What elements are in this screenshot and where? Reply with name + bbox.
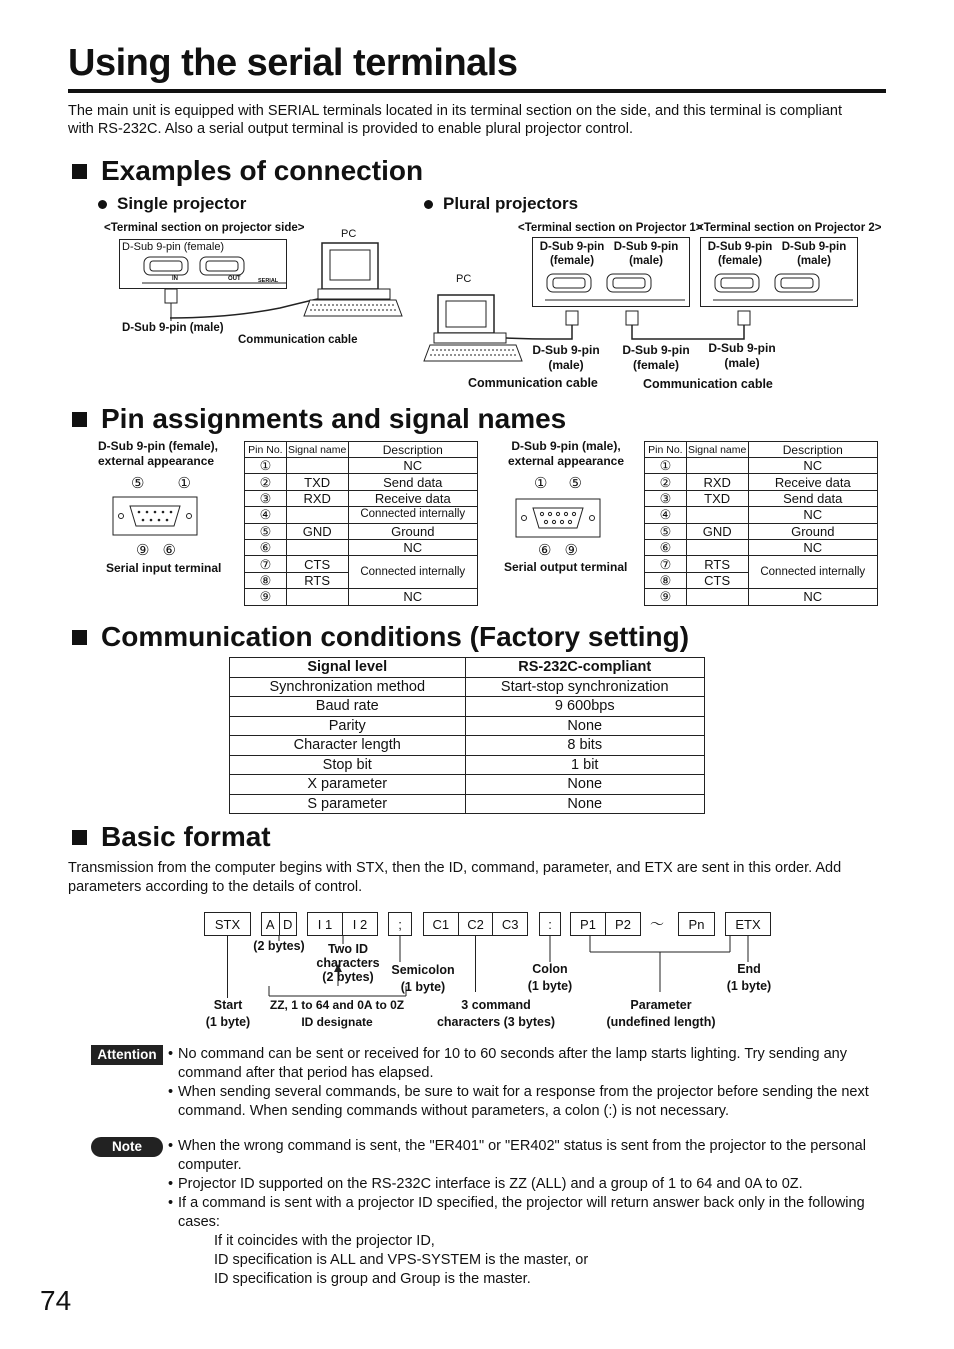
table-row: ⑦ RTS Connected internally bbox=[645, 556, 878, 572]
description-header: Description bbox=[348, 442, 477, 458]
table-row: ⑤ GND Ground bbox=[645, 523, 878, 539]
table-row: Character length 8 bits bbox=[230, 736, 705, 756]
male-connector-icon bbox=[515, 498, 601, 538]
list-item: • When the wrong command is sent, the "ER401" or "ER402" status is sent from the projector to the personal computer. bbox=[168, 1138, 866, 1173]
table-row: ① NC bbox=[645, 458, 878, 474]
table-row: ① NC bbox=[245, 458, 478, 474]
table-row: ⑨ NC bbox=[245, 589, 478, 605]
single-port-in: IN bbox=[172, 276, 178, 282]
attention-list bbox=[168, 1045, 888, 1121]
box-semicolon: ; bbox=[388, 912, 412, 936]
male-caption: Serial output terminal bbox=[504, 560, 628, 574]
format-text: Transmission from the computer begins with STX, then the ID, command, parameter, and ETX are sent in this order. Add parameters according to the details of control. bbox=[68, 860, 842, 895]
square-icon bbox=[72, 412, 87, 427]
box-id-chars: I 1 I 2 bbox=[307, 912, 378, 936]
box-stx: STX bbox=[204, 912, 251, 936]
page-title: Using the serial terminals bbox=[68, 42, 518, 84]
single-pc-label: PC bbox=[341, 228, 357, 240]
section-format: Basic format bbox=[72, 821, 271, 853]
label-parameter: Parameter (undefined length) bbox=[606, 998, 716, 1029]
p1-male-label: D-Sub 9-pin (male) bbox=[613, 241, 679, 267]
list-item: • Projector ID supported on the RS-232C interface is ZZ (ALL) and a group of 1 to 64 and 0A to 0Z. bbox=[168, 1176, 803, 1192]
intro-text: The main unit is equipped with SERIAL terminals located in its terminal section on the side, and this terminal is compliant with RS-232C. Also a serial output terminal is provided to enable plural projector control. bbox=[68, 103, 842, 137]
table-row: ② RXD Receive data bbox=[645, 474, 878, 490]
conditions-header-value: RS-232C-compliant bbox=[465, 658, 705, 678]
plural-male-label-1: D-Sub 9-pin (male) bbox=[532, 343, 600, 372]
plural-female-label: D-Sub 9-pin (female) bbox=[622, 343, 690, 372]
case-item: ID specification is group and Group is the master. bbox=[214, 1271, 531, 1287]
label-colon: Colon (1 byte) bbox=[527, 962, 573, 993]
p2-female-label: D-Sub 9-pin (female) bbox=[707, 241, 773, 267]
male-bottom-pins: ⑥ ⑨ bbox=[538, 542, 578, 559]
single-male-label: D-Sub 9-pin (male) bbox=[122, 322, 224, 334]
box-command: C1 C2 C3 bbox=[423, 912, 528, 936]
note-cases bbox=[168, 1232, 888, 1289]
label-start: Start (1 byte) bbox=[205, 998, 251, 1029]
table-row: Parity None bbox=[230, 716, 705, 736]
female-bottom-pins: ⑨ ⑥ bbox=[136, 542, 176, 559]
table-row: ⑨ NC bbox=[645, 589, 878, 605]
section-conditions: Communication conditions (Factory setting) bbox=[72, 621, 689, 653]
table-row: ③ RXD Receive data bbox=[245, 490, 478, 506]
female-connector-title: D-Sub 9-pin (female), external appearance bbox=[98, 439, 219, 468]
pin-header: Pin No. bbox=[245, 442, 287, 458]
conditions-header-key: Signal level bbox=[230, 658, 466, 678]
label-2bytes: (2 bytes) bbox=[253, 939, 305, 953]
table-row: X parameter None bbox=[230, 775, 705, 795]
page-number: 74 bbox=[40, 1285, 72, 1316]
table-row: S parameter None bbox=[230, 794, 705, 814]
table-row: ⑧ CTS bbox=[645, 572, 878, 588]
table-row: ⑦ CTS Connected internally bbox=[245, 556, 478, 572]
attention-badge: Attention bbox=[91, 1045, 163, 1065]
male-connector-title: D-Sub 9-pin (male), external appearance bbox=[507, 439, 625, 468]
bullet-icon bbox=[98, 200, 107, 209]
signal-header: Signal name bbox=[287, 443, 347, 456]
case-item: ID specification is ALL and VPS-SYSTEM is the master, or bbox=[214, 1252, 589, 1268]
square-icon bbox=[72, 164, 87, 179]
note-badge: Note bbox=[91, 1137, 163, 1157]
table-row: ⑥ NC bbox=[245, 539, 478, 555]
pin-table-male bbox=[644, 441, 878, 606]
pin-table-female bbox=[244, 441, 478, 606]
single-terminal-label: <Terminal section on projector side> bbox=[104, 222, 305, 234]
tilde: ～ bbox=[650, 916, 664, 932]
label-end: End (1 byte) bbox=[726, 962, 772, 993]
table-row: Baud rate 9 600bps bbox=[230, 697, 705, 717]
table-row: ② TXD Send data bbox=[245, 474, 478, 490]
note-list bbox=[168, 1137, 888, 1289]
table-row: ④ Connected internally bbox=[245, 507, 478, 523]
list-item: • When sending several commands, be sure to wait for a response from the projector before sending the next command. When sending commands without parameters, a colon (:) is not necessary. bbox=[168, 1084, 869, 1119]
single-port-out: OUT bbox=[228, 276, 241, 282]
box-params: P1 P2 bbox=[570, 912, 641, 936]
plural-cable2-label: Communication cable bbox=[643, 377, 773, 391]
label-semicolon: Semicolon (1 byte) bbox=[391, 963, 455, 994]
single-port-serial: SERIAL bbox=[258, 278, 279, 284]
title-rule bbox=[68, 89, 886, 93]
plural-terminal1-label: <Terminal section on Projector 1> bbox=[518, 222, 703, 234]
case-item: If it coincides with the projector ID, bbox=[214, 1233, 435, 1249]
label-command: 3 command characters (3 bytes) bbox=[436, 998, 556, 1029]
section-examples: Examples of connection bbox=[72, 155, 423, 187]
box-colon: : bbox=[539, 912, 561, 936]
square-icon bbox=[72, 630, 87, 645]
plural-male-label-2: D-Sub 9-pin (male) bbox=[708, 341, 776, 370]
bullet-icon bbox=[424, 200, 433, 209]
single-female-label: D-Sub 9-pin (female) bbox=[122, 241, 225, 253]
description-header: Description bbox=[748, 442, 877, 458]
plural-cable1-label: Communication cable bbox=[468, 376, 598, 390]
conditions-table bbox=[229, 657, 705, 814]
single-pc-icon bbox=[170, 238, 405, 328]
plural-projectors-heading: Plural projectors bbox=[424, 194, 578, 214]
box-id: A D bbox=[261, 912, 297, 936]
table-row: ⑤ GND Ground bbox=[245, 523, 478, 539]
table-row: ④ NC bbox=[645, 507, 878, 523]
table-row: Synchronization method Start-stop synchronization bbox=[230, 677, 705, 697]
list-item: • If a command is sent with a projector ID specified, the projector will return answer back only in the following cases: bbox=[168, 1195, 865, 1230]
table-row: ⑥ NC bbox=[645, 539, 878, 555]
list-item: • No command can be sent or received for 10 to 60 seconds after the lamp starts lighting. Try sending any command after that period has elapsed. bbox=[168, 1046, 847, 1081]
table-row: ⑧ RTS bbox=[245, 572, 478, 588]
female-connector-icon bbox=[112, 496, 198, 536]
box-pn: Pn bbox=[678, 912, 715, 936]
label-two-id: Two ID characters (2 bytes) bbox=[316, 942, 380, 984]
table-row: Stop bit 1 bit bbox=[230, 755, 705, 775]
plural-pc-label: PC bbox=[456, 273, 472, 285]
p2-male-label: D-Sub 9-pin (male) bbox=[781, 241, 847, 267]
plural-terminal2-label: <Terminal section on Projector 2> bbox=[697, 222, 882, 234]
signal-header: Signal name bbox=[687, 443, 747, 456]
label-id-designate: ZZ, 1 to 64 and 0A to 0Z ID designate bbox=[269, 998, 405, 1029]
box-etx: ETX bbox=[725, 912, 771, 936]
female-top-pins: ⑤ ① bbox=[131, 475, 191, 492]
pin-header: Pin No. bbox=[645, 442, 687, 458]
section-pins: Pin assignments and signal names bbox=[72, 403, 566, 435]
female-caption: Serial input terminal bbox=[106, 561, 222, 575]
p1-female-label: D-Sub 9-pin (female) bbox=[539, 241, 605, 267]
square-icon bbox=[72, 830, 87, 845]
single-projector-heading: Single projector bbox=[98, 194, 246, 214]
male-top-pins: ① ⑤ bbox=[534, 475, 582, 492]
table-row: ③ TXD Send data bbox=[645, 490, 878, 506]
single-cable-label: Communication cable bbox=[238, 334, 358, 346]
